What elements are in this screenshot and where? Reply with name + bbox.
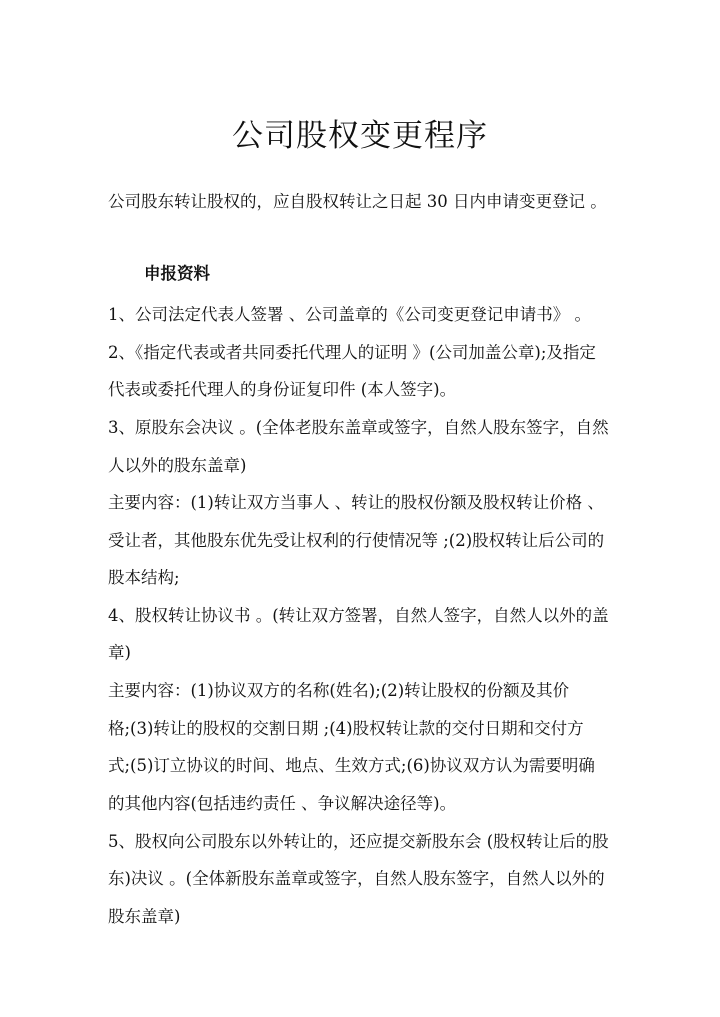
body-line: 章) xyxy=(108,643,131,662)
body-line: 5、股权向公司股东以外转让的，还应提交新股东会 (股权转让后的股 xyxy=(108,832,609,851)
body-line: 主要内容：(1)协议双方的名称(姓名);(2)转让股权的份额及其价 xyxy=(108,681,570,700)
body-line: 受让者，其他股东优先受让权利的行使情况等 ;(2)股权转让后公司的 xyxy=(108,531,605,550)
document-title: 公司股权变更程序 xyxy=(232,118,488,154)
intro-paragraph: 公司股东转让股权的，应自股权转让之日起 30 日内申请变更登记 。 xyxy=(108,192,607,211)
body-line: 股本结构; xyxy=(108,568,180,587)
body-line: 1、公司法定代表人签署 、公司盖章的《公司变更登记申请书》 。 xyxy=(108,305,591,324)
body-line: 的其他内容(包括违约责任 、争议解决途径等)。 xyxy=(108,794,457,813)
body-line: 主要内容：(1)转让双方当事人 、转让的股权份额及股权转让价格 、 xyxy=(108,493,604,512)
body-line: 股东盖章) xyxy=(108,907,181,926)
body-line: 2、《指定代表或者共同委托代理人的证明 》(公司加盖公章);及指定 xyxy=(108,343,596,362)
body-line: 东)决议 。(全体新股东盖章或签字，自然人股东签字，自然人以外的 xyxy=(108,869,605,888)
body-line: 3、原股东会决议 。(全体老股东盖章或签字，自然人股东签字，自然 xyxy=(108,418,609,437)
body-line: 格;(3)转让的股权的交割日期 ;(4)股权转让款的交付日期和交付方 xyxy=(108,719,584,738)
body-line: 代表或委托代理人的身份证复印件 (本人签字)。 xyxy=(108,380,457,399)
section-heading: 申报资料 xyxy=(144,264,210,283)
body-line: 人以外的股东盖章) xyxy=(108,456,247,475)
body-line: 4、股权转让协议书 。(转让双方签署，自然人签字，自然人以外的盖 xyxy=(108,606,609,625)
body-line: 式;(5)订立协议的时间、地点、生效方式;(6)协议双方认为需要明确 xyxy=(108,756,595,775)
